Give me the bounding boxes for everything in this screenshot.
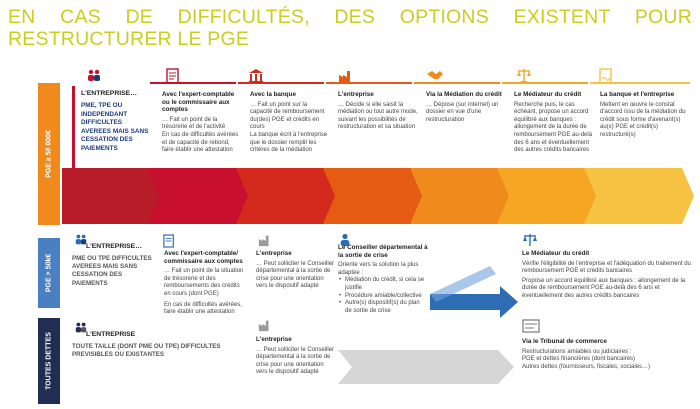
arrow-segment-2 [148, 168, 250, 224]
page-title [8, 6, 692, 50]
row2-mediateur: Le Médiateur du crédit Vérifie l'éligibilité de l'entreprise et l'adéquation du traitement du remboursement PGE et crédits bancaires Propose un accord équilibré aux banques : allongement de la durée de remboursement PGE au-delà des 6 ans et éventuellement des autres crédits bancaires [522, 250, 691, 299]
row1-step-4: Via la Médiation du crédit … Dépose (sur internet) un dossier en vue d'une restructuration [426, 91, 502, 123]
process-arrow-band [62, 168, 698, 224]
row1-step-1: Avec l'expert-comptable ou le commissaire aux comptes … Fait un point de la trésorerie et de l'activité En cas de difficultés avérées et de capacité de rebond, faire établir une attestation [162, 91, 239, 154]
row1-entreprise-body: PME, TPE OU INDEPENDANT DIFFICULTES AVEREES MAIS SANS CESSATION DES PAIEMENTS [81, 102, 149, 152]
row2-entreprise-step: L'entreprise … Peut solliciter le Conseiller départemental à la sortie de crise pour une orientation vers le dispositif adapté [256, 250, 335, 290]
row-label-pge-over-50k: PGE > 50k€ [38, 238, 60, 308]
row2-entreprise-body: PME OU TPE DIFFICULTES AVEREES MAIS SANS CESSATION DES PAIEMENTS [72, 255, 152, 287]
row2-expert: Avec l'expert-comptable/ commissaire aux comptes … Fait un point de la situation de trésorerie et des remboursements des crédits en cours (dont PGE) En cas de difficultés avérées, faire établir une attestation [164, 250, 244, 316]
row3-entreprise-step: L'entreprise … Peut solliciter le Conseiller départemental à la sortie de crise pour une orientation vers le dispositif adapté [256, 336, 335, 376]
row-label-toutes-dettes: TOUTES DETTES [38, 318, 60, 404]
arrow-segment-3 [236, 168, 337, 224]
row3-entreprise-title: L'ENTREPRISE [86, 331, 136, 338]
scale-icon-row2 [522, 232, 538, 248]
row3-entreprise-card [72, 331, 242, 359]
row1-step-5: Le Médiateur du crédit Recherche puis, le cas échéant, propose un accord équilibré aux banques : allongement de la durée de remboursement PGE au-delà des 6 ans et éventuellement des autres crédits bancaires [514, 91, 593, 154]
document-icon-row2 [163, 234, 175, 248]
arrow-segment-6 [497, 168, 598, 224]
contract-icon [598, 68, 614, 84]
bank-icon [248, 68, 264, 84]
factory-icon [338, 68, 354, 84]
row1-entreprise-card [72, 86, 152, 168]
row1-step-3: L'entreprise … Décide si elle saisit la médiation ou tout autre mode, suivant les possibilités de restructuration et sa situation [338, 91, 418, 131]
row3-grey-arrow [338, 350, 518, 384]
arrow-segment-7 [584, 168, 694, 224]
document-icon [166, 68, 180, 84]
row1-step-6: La banque et l'entreprise Mettent en œuvre le constat d'accord issu de la médiation du crédit sous forme d'avenant(s) au(x) PGE et crédit(s) restructuré(s) [600, 91, 686, 138]
row-label-pge-50k: PGE ≥ 50 000€ [38, 83, 60, 225]
factory-icon-row2 [258, 233, 272, 247]
title-line-1: EN CAS DE DIFFICULTÉS, DES OPTIONS EXISTENT POUR [8, 6, 692, 28]
row3-tribunal: Via le Tribunal de commerce Restructurations amiables ou judiciaires : PGE et dettes financières (dont bancaires) Autres dettes (fournisseurs, fiscales, sociales…) [522, 338, 651, 370]
step-markers [150, 82, 696, 86]
row3-entreprise-body: TOUTE TAILLE (DONT PME OU TPE) DIFFICULTES PREVISIBLES OU EXISTANTES [72, 343, 221, 359]
row1-step-2: Avec la banque … Fait un point sur la capacité de remboursement du(des) PGE et crédits en cours La banque écrit à l'entreprise que le dossier remplit les critères de la médiation [250, 91, 328, 154]
title-line-2: RESTRUCTURER LE PGE [8, 28, 250, 50]
row1-entreprise-title: L'ENTREPRISE… [81, 90, 137, 97]
arrow-segment-5 [410, 168, 511, 224]
tribunal-icon [522, 319, 540, 333]
row2-entreprise-card [72, 243, 156, 288]
factory-icon-row3 [258, 318, 272, 332]
row2-conseiller: Le Conseiller départemental à la sortie de crise Oriente vers la solution la plus adaptée : • Médiation du crédit, si cela se justifie • Procédure amiable/collective • Autre(s) dispositif(s) du plan de sortie de crise [338, 244, 428, 315]
arrow-segment-1 [62, 168, 162, 224]
people-icon [86, 68, 102, 84]
row2-entreprise-title: L'ENTREPRISE… [86, 243, 142, 250]
scale-icon [516, 67, 532, 83]
handshake-icon [426, 68, 444, 82]
arrow-segment-4 [323, 168, 424, 224]
row2-blue-arrow [430, 258, 520, 322]
